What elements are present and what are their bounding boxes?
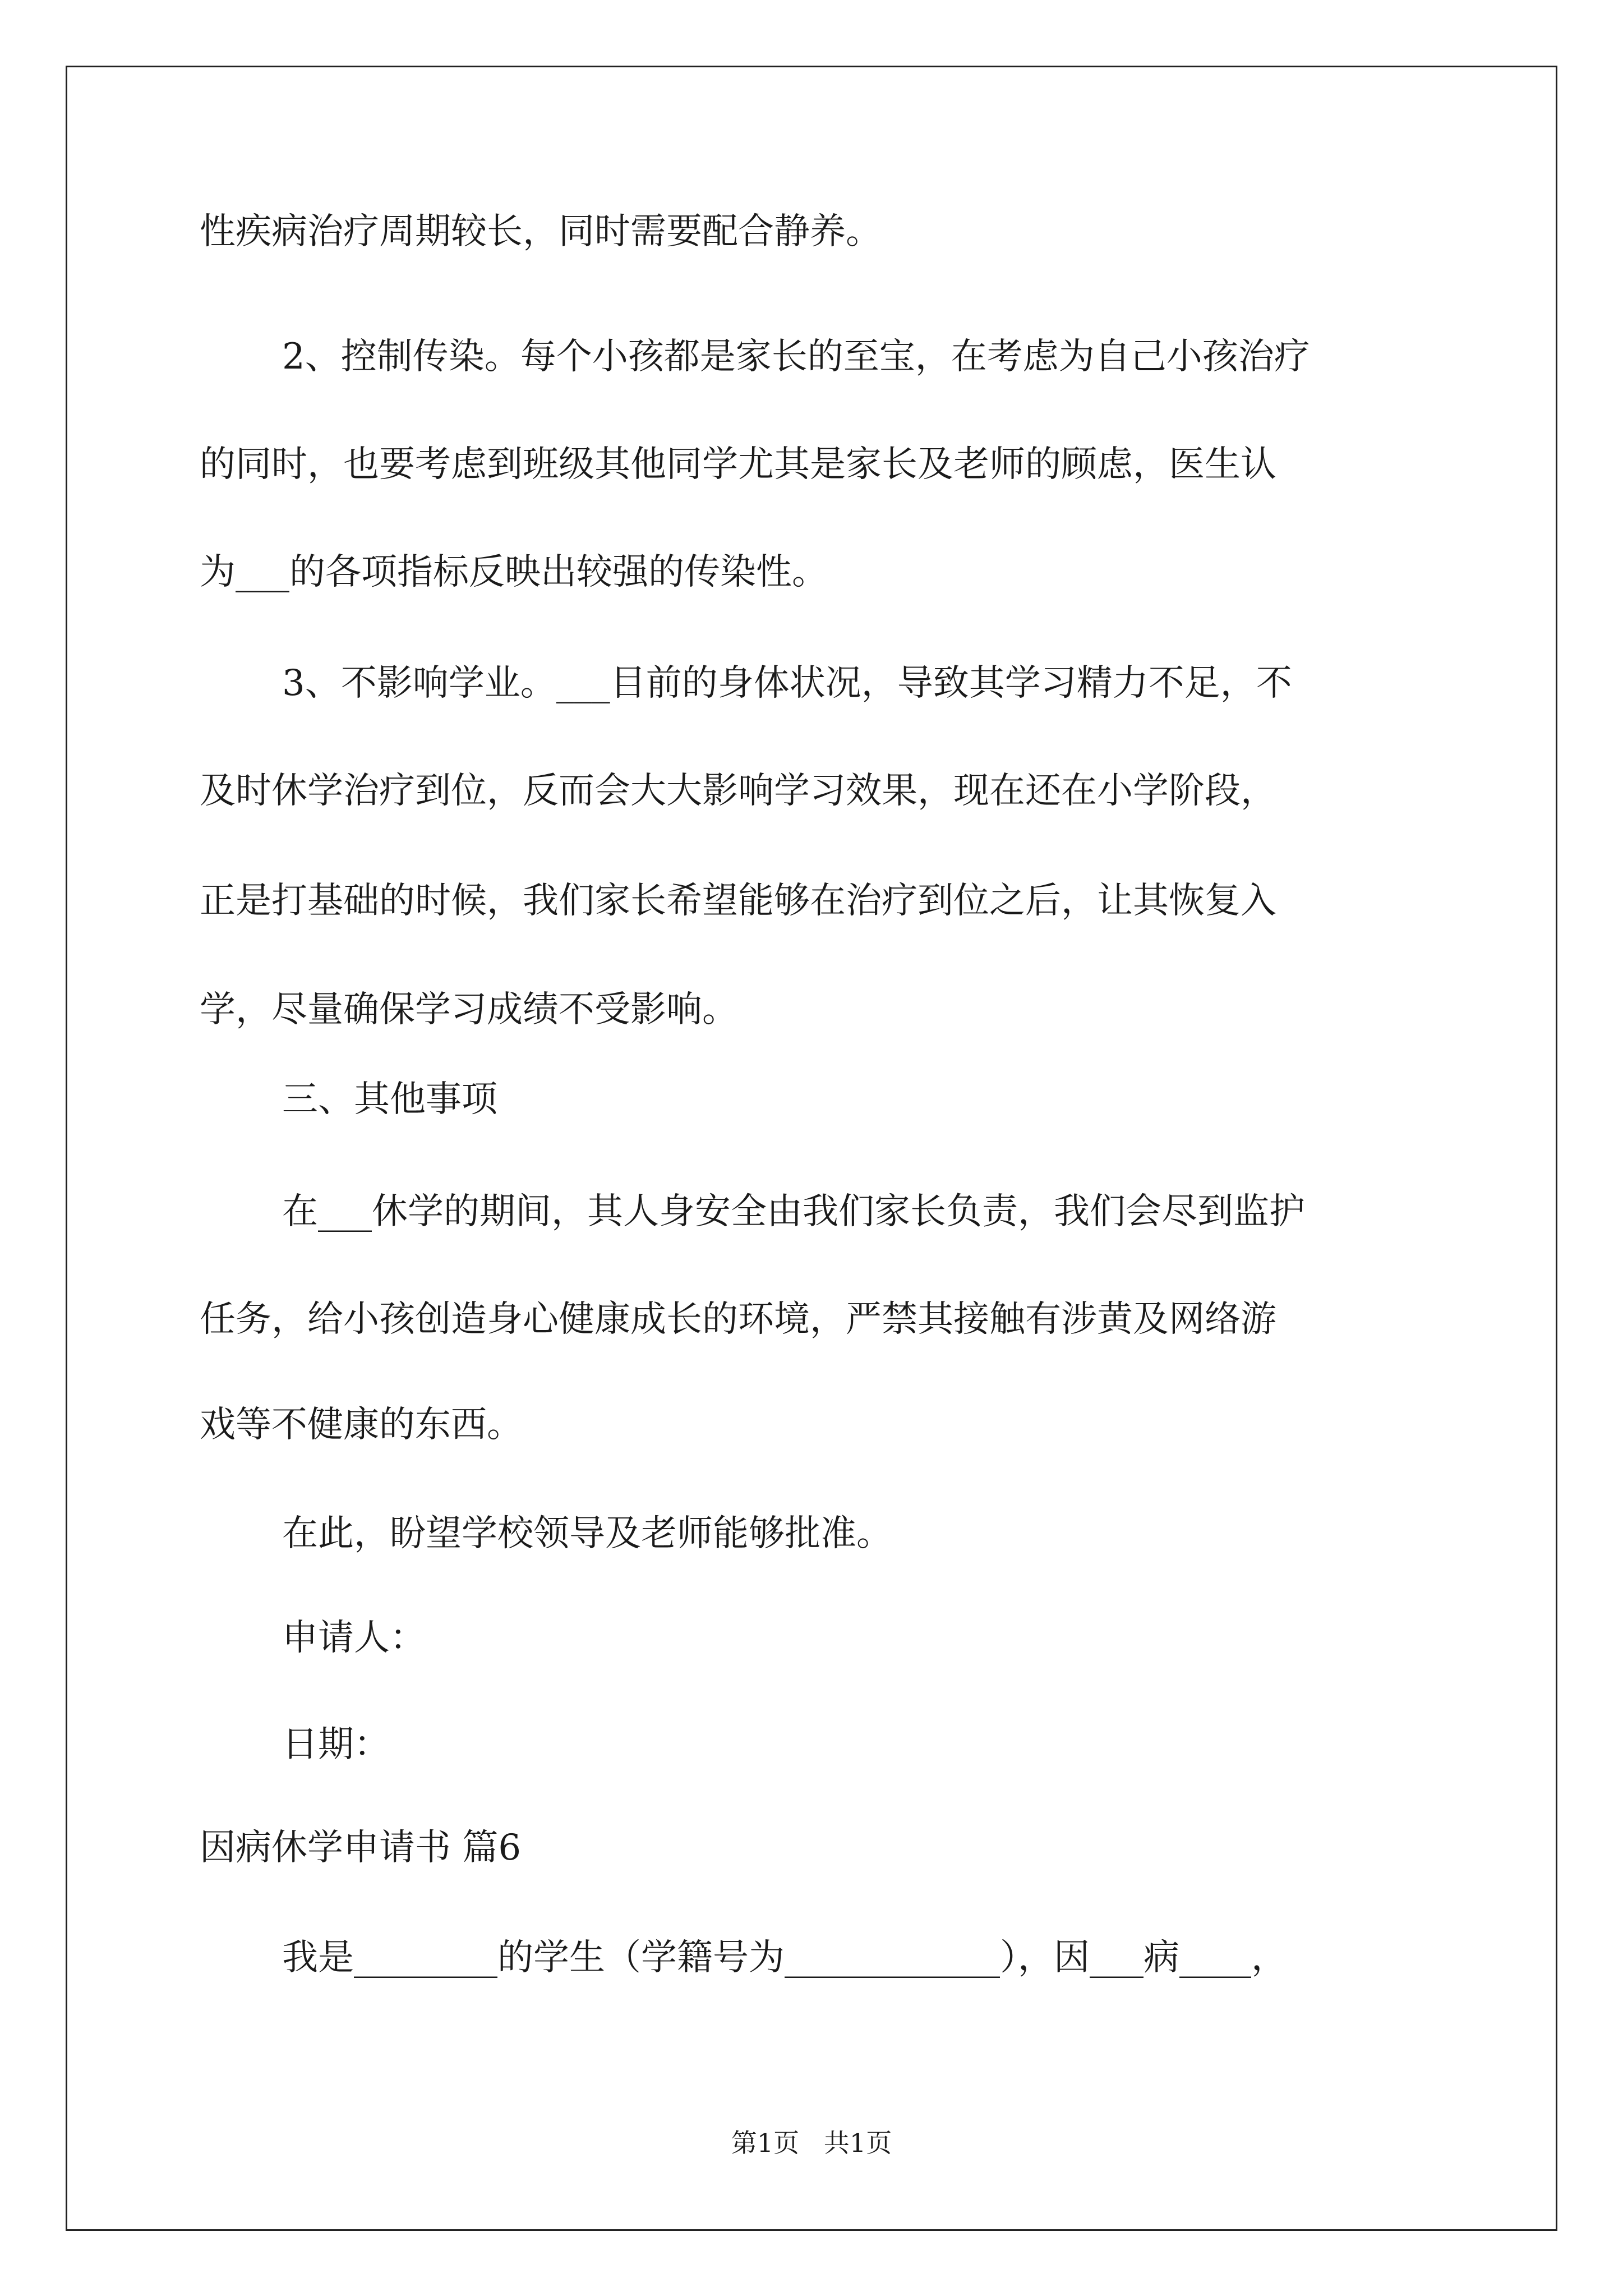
page-frame — [66, 66, 1557, 2231]
date-label: 日期： — [282, 1724, 390, 1765]
page-number-footer: 第1页 共1页 — [731, 2128, 892, 2158]
text-line-item-2: 2、控制传染。每个小孩都是家长的至宝，在考虑为自己小孩治疗 — [282, 336, 1310, 378]
text-line-continuation: 性疾病治疗周期较长，同时需要配合静养。 — [200, 211, 882, 252]
text-line: 正是打基础的时候，我们家长希望能够在治疗到位之后，让其恢复入 — [200, 880, 1276, 922]
section-heading-other-matters: 三、其他事项 — [282, 1079, 497, 1120]
text-line-request: 在此，盼望学校领导及老师能够批准。 — [282, 1513, 892, 1554]
text-line-item-3: 3、不影响学业。___目前的身体状况，导致其学习精力不足，不 — [282, 662, 1292, 704]
text-line: 的同时，也要考虑到班级其他同学尤其是家长及老师的顾虑，医生认 — [200, 444, 1276, 485]
text-line-form: 我是________的学生（学籍号为____________），因___病____， — [282, 1937, 1287, 1978]
applicant-label: 申请人： — [282, 1617, 426, 1659]
text-line: 为___的各项指标反映出较强的传染性。 — [200, 551, 828, 593]
text-line: 在___休学的期间，其人身安全由我们家长负责，我们会尽到监护 — [282, 1191, 1305, 1232]
text-line: 戏等不健康的东西。 — [200, 1404, 523, 1446]
document-section-title: 因病休学申请书 篇6 — [200, 1827, 522, 1869]
text-line: 及时休学治疗到位，反而会大大影响学习效果，现在还在小学阶段， — [200, 770, 1276, 812]
text-line: 任务，给小孩创造身心健康成长的环境，严禁其接触有涉黄及网络游 — [200, 1299, 1276, 1340]
text-line: 学，尽量确保学习成绩不受影响。 — [200, 989, 738, 1030]
